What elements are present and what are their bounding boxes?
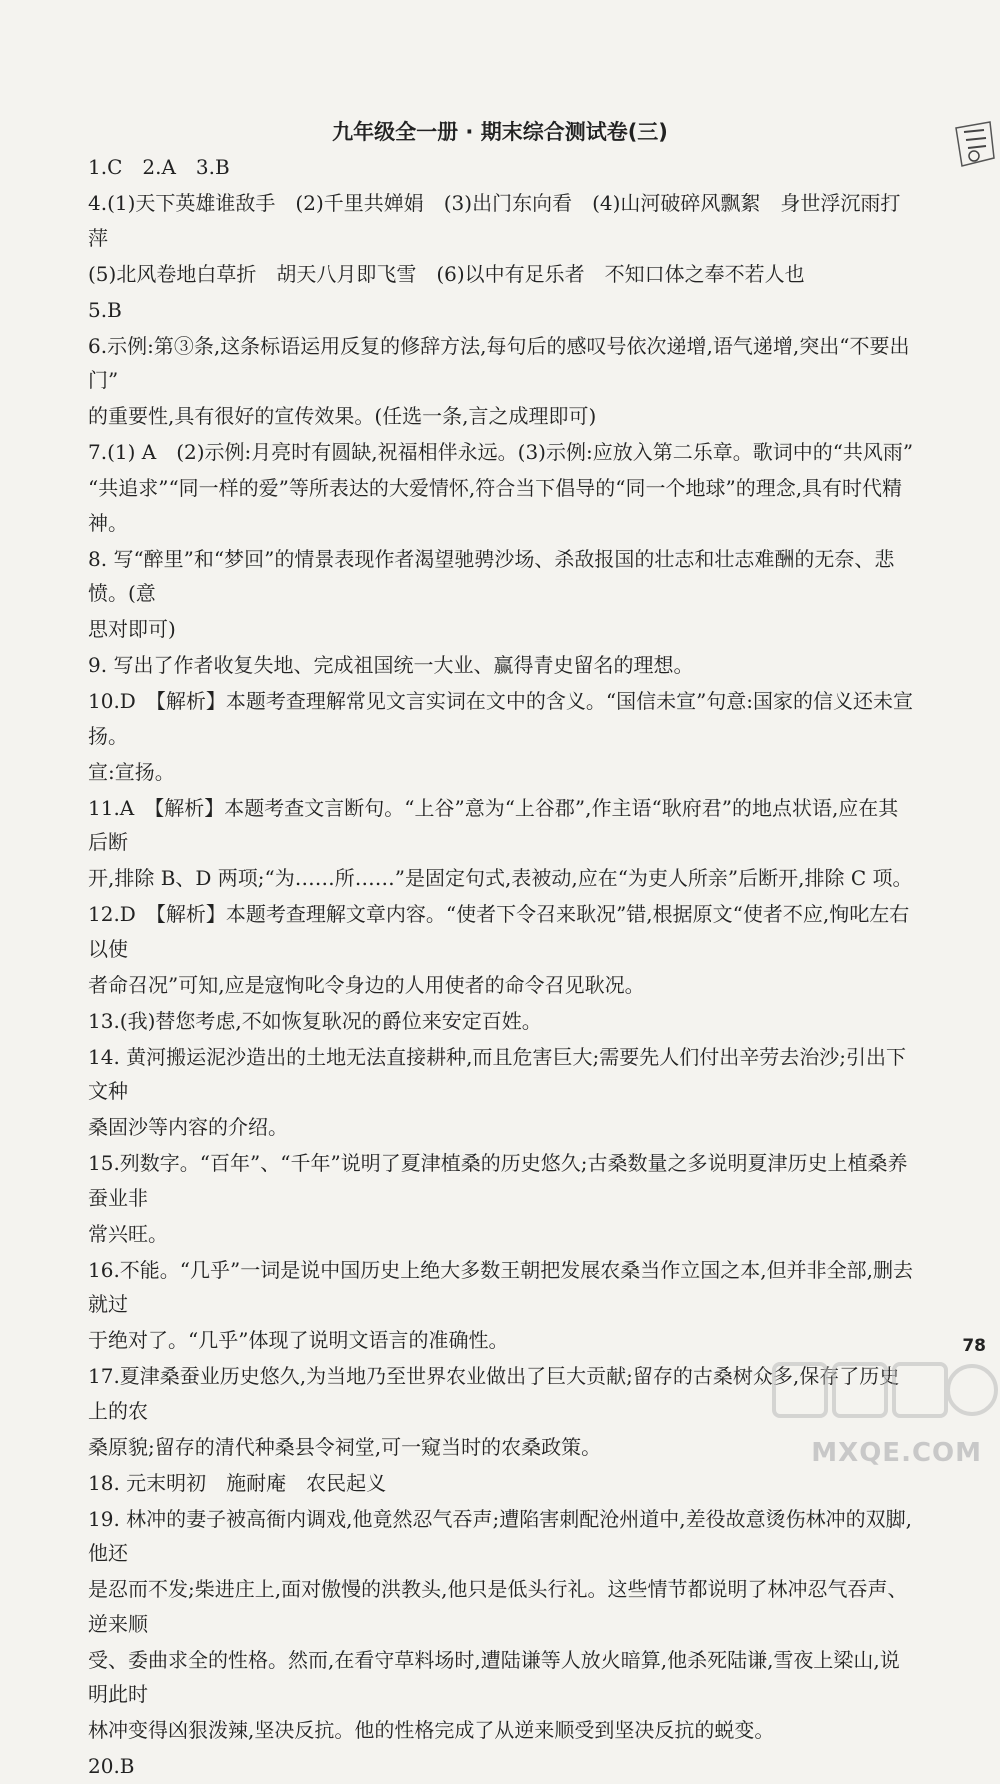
answer-line: 受、委曲求全的性格。然而,在看守草料场时,遭陆谦等人放火暗算,他杀死陆谦,雪夜上梁山,说明此时 bbox=[88, 1647, 900, 1706]
answer-content bbox=[88, 150, 916, 1784]
answer-line: 林冲变得凶狠泼辣,坚决反抗。他的性格完成了从逆来顺受到坚决反抗的蜕变。 bbox=[88, 1718, 775, 1742]
answer-line: 12.D 【解析】本题考查理解文章内容。“使者下令召来耿况”错,根据原文“使者不应,恂叱左右以使 bbox=[88, 902, 910, 961]
answer-line: 9. 写出了作者收复失地、完成祖国统一大业、赢得青史留名的理想。 bbox=[88, 653, 694, 677]
answer-line: 14. 黄河搬运泥沙造出的土地无法直接耕种,而且危害巨大;需要先人们付出辛劳去治沙;引出下文种 bbox=[88, 1044, 906, 1103]
answer-line: 11.A 【解析】本题考查文言断句。“上谷”意为“上谷郡”,作主语“耿府君”的地点状语,应在其后断 bbox=[88, 795, 899, 854]
answer-line: 19. 林冲的妻子被高衙内调戏,他竟然忍气吞声;遭陷害刺配沧州道中,差役故意烫伤林冲的双脚,他还 bbox=[88, 1506, 912, 1565]
answer-line: 4.(1)天下英雄谁敌手 (2)千里共婵娟 (3)出门东向看 (4)山河破碎风飘絮 身世浮沉雨打萍 bbox=[88, 191, 901, 250]
watermark-text: MXQE.COM bbox=[811, 1438, 982, 1468]
answer-line: 思对即可) bbox=[88, 617, 176, 641]
answer-line: 的重要性,具有很好的宣传效果。(任选一条,言之成理即可) bbox=[88, 404, 597, 428]
answer-line: 常兴旺。 bbox=[88, 1221, 168, 1246]
answer-line: 16.不能。“几乎”一词是说中国历史上绝大多数王朝把发展农桑当作立国之本,但并非全部,删去就过 bbox=[88, 1257, 913, 1316]
answer-line: 5.B bbox=[88, 297, 122, 322]
answer-line: 10.D 【解析】本题考查理解常见文言实词在文中的含义。“国信未宣”句意:国家的信义还未宣扬。 bbox=[88, 689, 914, 748]
answer-line: 7.(1) A (2)示例:月亮时有圆缺,祝福相伴永远。(3)示例:应放入第二乐章。歌词中的“共风雨” bbox=[88, 440, 914, 464]
answer-line: 13.(我)替您考虑,不如恢复耿况的爵位来安定百姓。 bbox=[88, 1008, 542, 1033]
answer-line: 1.C 2.A 3.B bbox=[88, 155, 230, 179]
answer-line: 6.示例:第③条,这条标语运用反复的修辞方法,每句后的感叹号依次递增,语气递增,突出“不要出门” bbox=[88, 333, 910, 392]
answer-line: 15.列数字。“百年”、“千年”说明了夏津植桑的历史悠久;古桑数量之多说明夏津历史上植桑养蚕业非 bbox=[88, 1151, 908, 1210]
answer-line: 8. 写“醉里”和“梦回”的情景表现作者渴望驰骋沙场、杀敌报国的壮志和壮志难酬的无奈、悲愤。(意 bbox=[88, 546, 895, 605]
answer-line: 开,排除 B、D 两项;“为……所……”是固定句式,表被动,应在“为吏人所亲”后断开,排除 C 项。 bbox=[88, 866, 913, 890]
answer-line: 桑原貌;留存的清代种桑县令祠堂,可一窥当时的农桑政策。 bbox=[88, 1434, 602, 1459]
answer-line: 17.夏津桑蚕业历史悠久,为当地乃至世界农业做出了巨大贡献;留存的古桑树众多,保存了历史上的农 bbox=[88, 1364, 900, 1423]
answer-line: 于绝对了。“几乎”体现了说明文语言的准确性。 bbox=[88, 1328, 509, 1352]
answer-line: 是忍而不发;柴进庄上,面对傲慢的洪教头,他只是低头行礼。这些情节都说明了林冲忍气吞声、逆来顺 bbox=[88, 1577, 908, 1636]
answer-line: 桑固沙等内容的介绍。 bbox=[88, 1115, 288, 1139]
page-title: 九年级全一册 · 期末综合测试卷(三) bbox=[332, 120, 668, 144]
answer-line: 20.B bbox=[88, 1754, 135, 1778]
page-number: 78 bbox=[962, 1336, 986, 1356]
answer-line: 18. 元末明初 施耐庵 农民起义 bbox=[88, 1470, 387, 1495]
answer-line: 宣:宣扬。 bbox=[88, 759, 175, 784]
answer-line: “共追求”“同一样的爱”等所表达的大爱情怀,符合当下倡导的“同一个地球”的理念,具有时代精神。 bbox=[88, 476, 903, 535]
answer-line: (5)北风卷地白草折 胡天八月即飞雪 (6)以中有足乐者 不知口体之奉不若人也 bbox=[88, 261, 805, 286]
answer-line: 者命召况”可知,应是寇恂叱令身边的人用使者的命令召见耿况。 bbox=[88, 972, 645, 997]
